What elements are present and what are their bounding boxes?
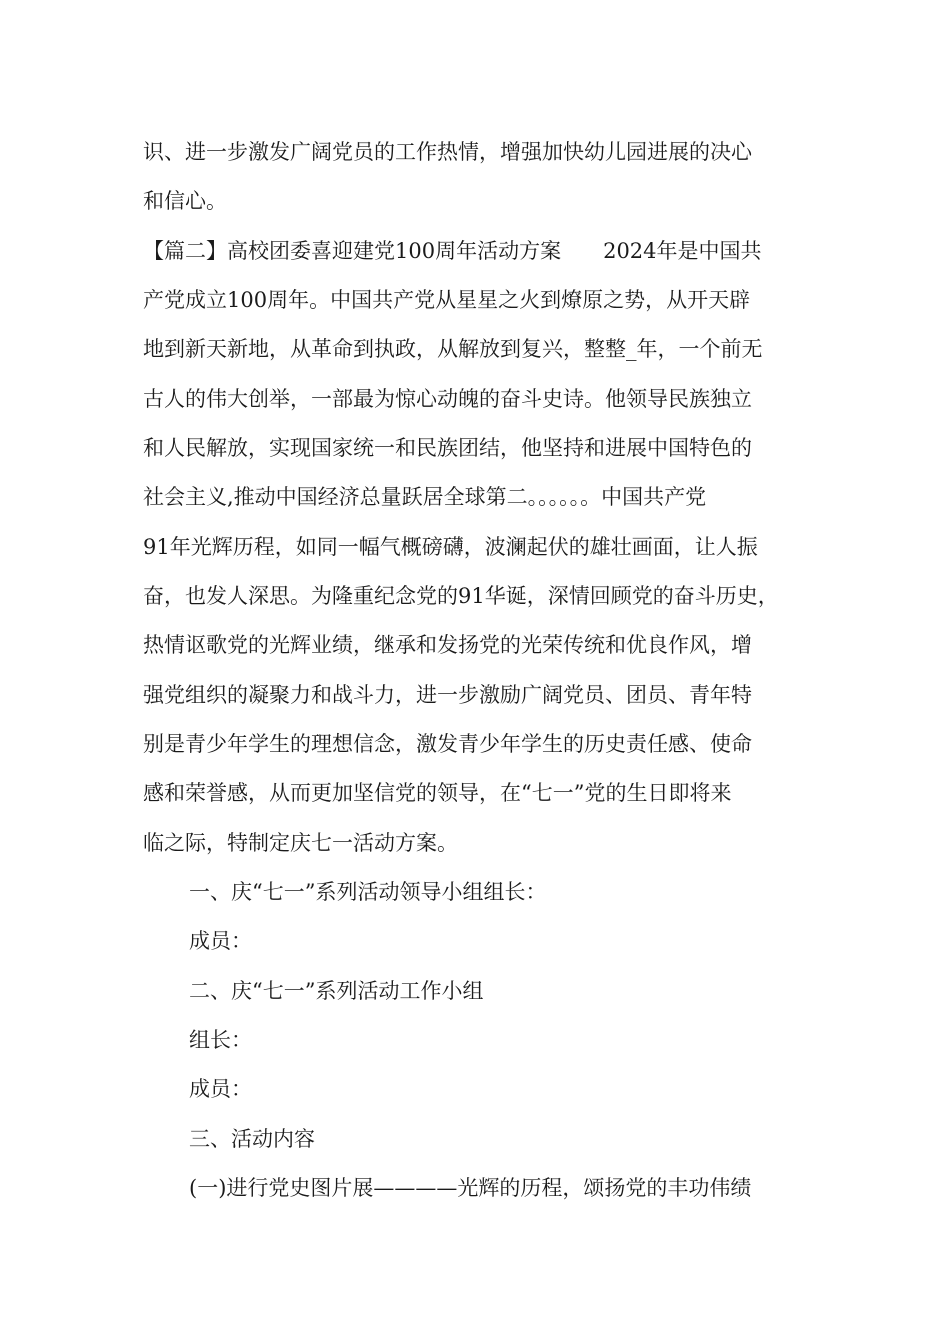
text-line: 和人民解放，实现国家统一和民族团结，他坚持和进展中国特色的 bbox=[143, 436, 752, 460]
list-heading-line: 三、活动内容 bbox=[189, 1127, 315, 1151]
list-item-line: (一)进行党史图片展————光辉的历程，颂扬党的丰功伟绩 bbox=[189, 1176, 752, 1200]
text-line: 地到新天新地，从革命到执政，从解放到复兴，整整_年，一个前无 bbox=[143, 337, 763, 361]
text-line: 奋，也发人深思。为隆重纪念党的91华诞，深情回顾党的奋斗历史， bbox=[143, 584, 779, 608]
text-line: 别是青少年学生的理想信念，激发青少年学生的历史责任感、使命 bbox=[143, 732, 752, 756]
section-heading-line: 【篇二】高校团委喜迎建党100周年活动方案 2024年是中国共 bbox=[143, 239, 762, 263]
text-line: 古人的伟大创举，一部最为惊心动魄的奋斗史诗。他领导民族独立 bbox=[143, 387, 752, 411]
list-heading-line: 一、庆“七一”系列活动领导小组组长： bbox=[189, 880, 547, 904]
text-line: 产党成立100周年。中国共产党从星星之火到燎原之势，从开天辟 bbox=[143, 288, 751, 312]
text-line: 成员： bbox=[189, 929, 252, 953]
text-line: 和信心。 bbox=[143, 189, 227, 213]
list-heading-line: 二、庆“七一”系列活动工作小组 bbox=[189, 979, 484, 1003]
text-line: 识、进一步激发广阔党员的工作热情，增强加快幼儿园进展的决心 bbox=[143, 140, 752, 164]
text-line: 强党组织的凝聚力和战斗力，进一步激励广阔党员、团员、青年特 bbox=[143, 683, 752, 707]
text-line: 社会主义,推动中国经济总量跃居全球第二。。。。。。中国共产党 bbox=[143, 485, 707, 509]
text-line: 感和荣誉感，从而更加坚信党的领导，在“七一”党的生日即将来 bbox=[143, 781, 732, 805]
text-line: 91年光辉历程，如同一幅气概磅礴，波澜起伏的雄壮画面，让人振 bbox=[143, 535, 758, 559]
text-line: 临之际，特制定庆七一活动方案。 bbox=[143, 831, 458, 855]
text-line: 热情讴歌党的光辉业绩，继承和发扬党的光荣传统和优良作风，增 bbox=[143, 633, 752, 657]
text-line: 成员： bbox=[189, 1077, 252, 1101]
text-line: 组长： bbox=[189, 1028, 252, 1052]
